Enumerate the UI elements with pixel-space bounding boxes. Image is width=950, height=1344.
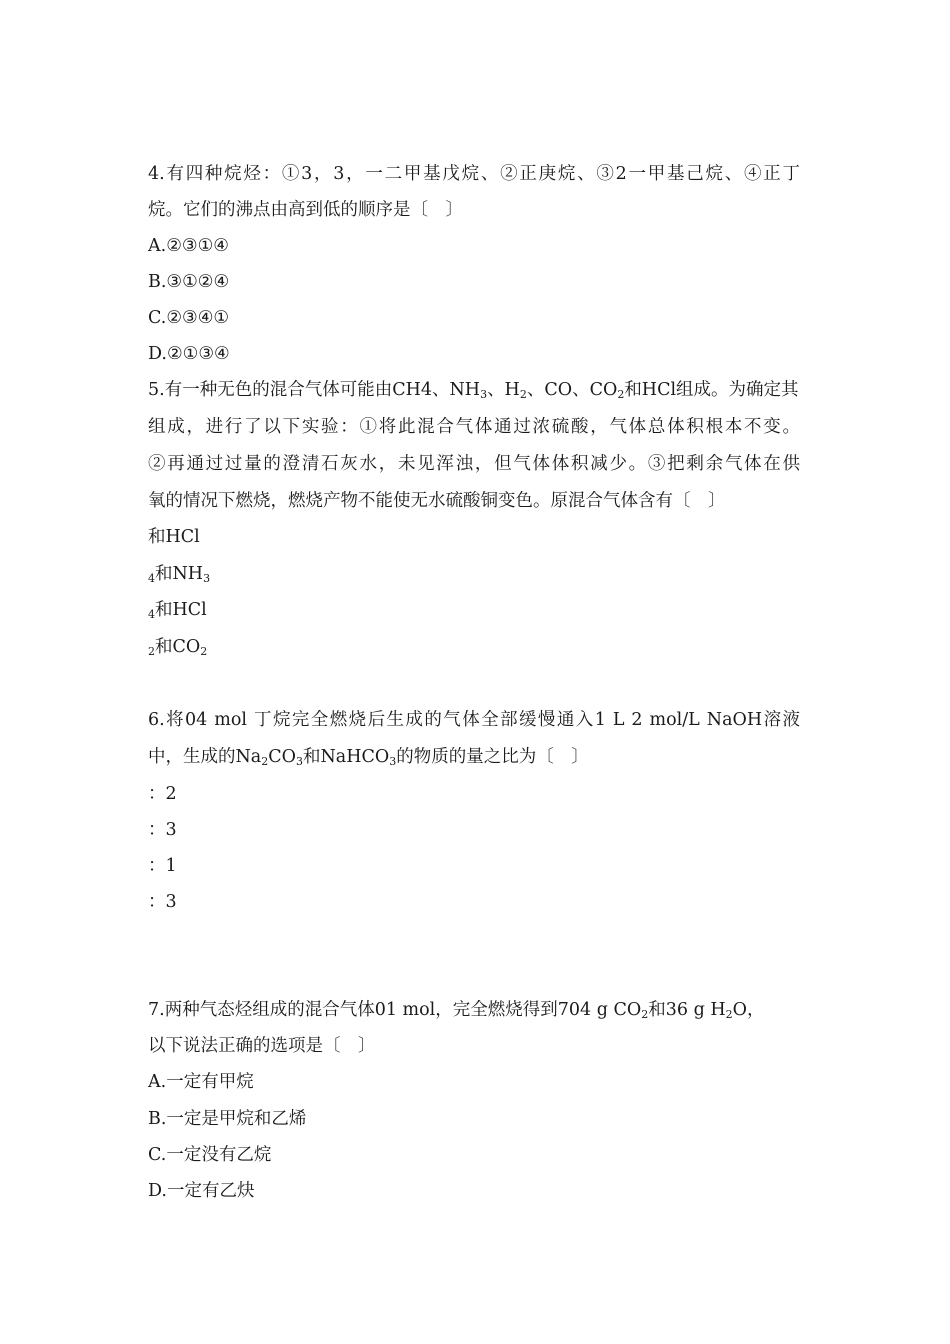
q6-stem-line1: 6.将04 mol 丁烷完全燃烧后生成的气体全部缓慢通入1 L 2 mol/L NaOH溶液 — [148, 710, 800, 730]
q5-option-b: $_4$和$NH_3$ — [148, 564, 211, 585]
q5-stem-line3: ②再通过过量的澄清石灰水，未见浑浊，但气体体积减少。③把剩余气体在供 — [148, 454, 800, 474]
q7-option-b: B.一定是甲烷和乙烯 — [148, 1109, 307, 1129]
q6-option-d: ：3 — [148, 892, 177, 912]
q4-option-d: D.②①③④ — [148, 344, 230, 364]
q4-stem-line2: 烷。它们的沸点由高到低的顺序是〔 〕 — [148, 200, 463, 220]
q4-stem-line1: 4.有四种烷烃：①3，3，一二甲基戊烷、②正庚烷、③2一甲基己烷、④正丁 — [148, 164, 800, 184]
q6-option-c: ：1 — [148, 856, 177, 876]
q7-stem-line2: 以下说法正确的选项是〔 〕 — [148, 1036, 376, 1056]
q5-option-c: $_4$和HCl — [148, 600, 207, 621]
q7-option-c: C.一定没有乙烷 — [148, 1145, 272, 1165]
q5-option-a: 和HCl — [148, 527, 200, 547]
q6-stem-line2: 中，生成的$Na_2CO_3$和NaHCO$_3$的物质的量之比为〔 〕 — [148, 747, 589, 768]
q7-stem-line1: 7.两种气态烃组成的混合气体01 mol，完全燃烧得到704 g $CO_2$和36 g $H_2O$， — [148, 1000, 765, 1021]
q7-option-d: D.一定有乙炔 — [148, 1181, 255, 1201]
q5-stem-line4: 氧的情况下燃烧，燃烧产物不能使无水硫酸铜变色。原混合气体含有〔 〕 — [148, 491, 726, 511]
q6-option-a: ：2 — [148, 784, 177, 804]
q6-option-b: ：3 — [148, 820, 177, 840]
q5-stem-line1: 5.有一种无色的混合气体可能由CH4、$NH_3$、$H_2$、CO、$CO_2$和HCl组成。为确定其 — [148, 380, 799, 401]
q5-option-d: $_2$和$CO_2$ — [148, 637, 208, 658]
q4-option-c: C.②③④① — [148, 308, 230, 328]
q4-option-b: B.③①②④ — [148, 272, 230, 292]
q5-stem-line2: 组成，进行了以下实验：①将此混合气体通过浓硫酸，气体总体积根本不变。 — [148, 417, 800, 437]
q4-option-a: A.②③①④ — [148, 236, 229, 256]
q7-option-a: A.一定有甲烷 — [148, 1072, 254, 1092]
